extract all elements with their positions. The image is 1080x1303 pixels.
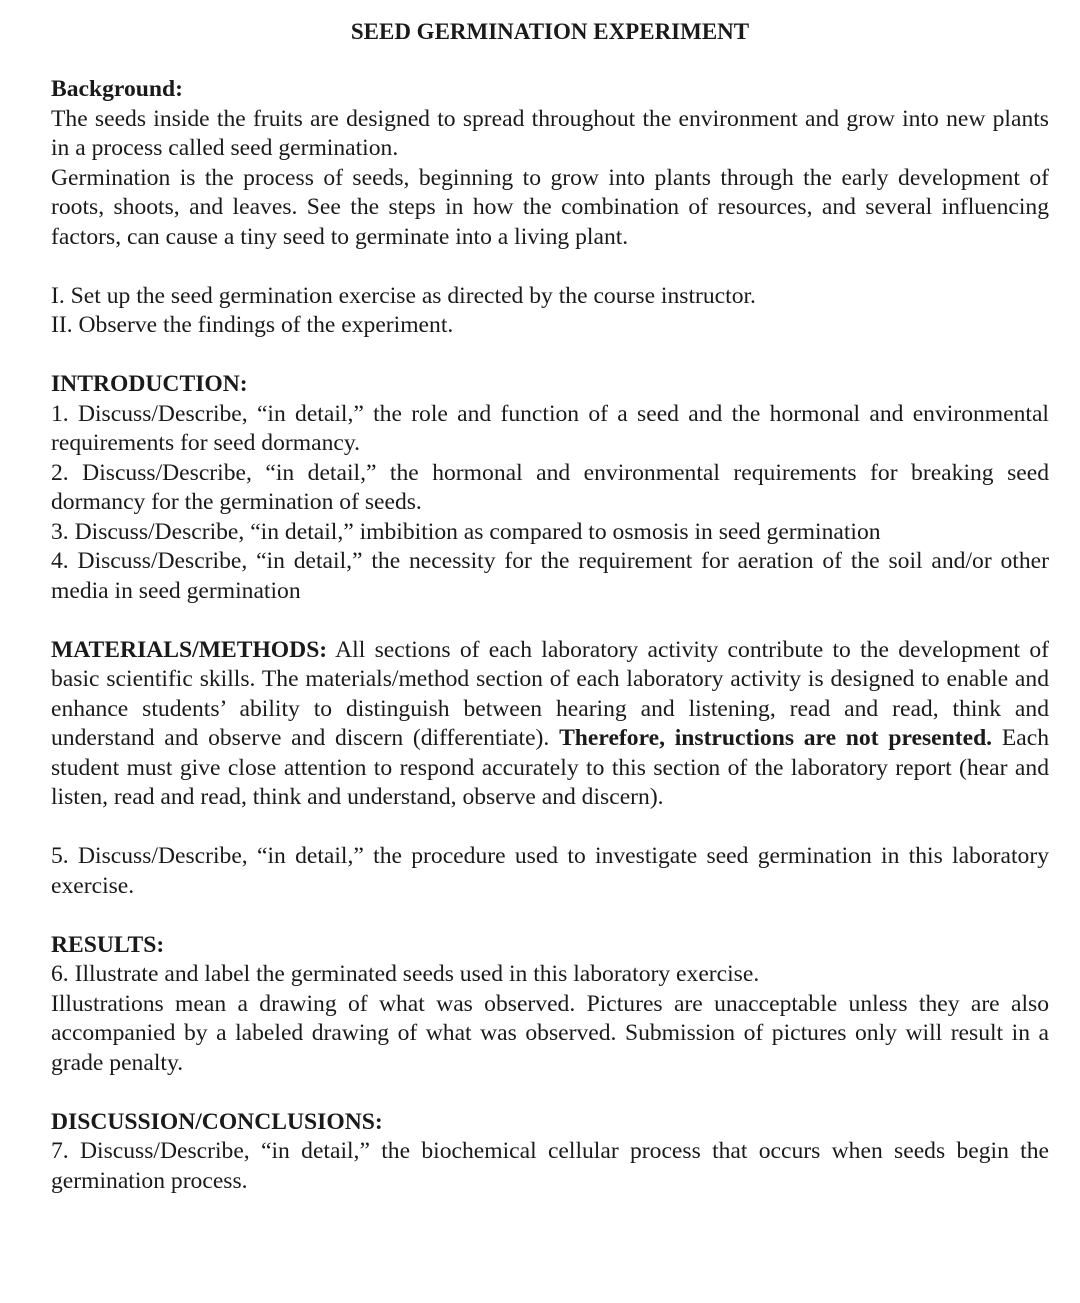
question-item: 4. Discuss/Describe, “in detail,” the necessity for the requirement for aeration of the soil and/or other media in seed germination <box>51 548 1049 604</box>
results-section <box>51 931 1049 1079</box>
discussion-section <box>51 1108 1049 1197</box>
background-heading: Background: <box>51 76 183 102</box>
spacer <box>51 606 1049 636</box>
spacer <box>51 901 1049 931</box>
spacer <box>51 341 1049 371</box>
discussion-heading: DISCUSSION/CONCLUSIONS: <box>51 1108 383 1135</box>
background-paragraph: Germination is the process of seeds, beginning to grow into plants through the early development of roots, shoots, and leaves. See the steps in how the combination of resources, and several influencing factors, can cause a tiny seed to germinate into a living plant. <box>51 164 1049 250</box>
materials-methods-text: Each student must give close attention to respond accurately to this section of the laboratory report (hear and listen, read and read, think and understand, observe and discern). <box>51 725 1049 810</box>
task-item: I. Set up the seed germination exercise as directed by the course instructor. <box>51 282 756 309</box>
question-item: 6. Illustrate and label the germinated seeds used in this laboratory exercise. <box>51 961 760 987</box>
background-paragraph: The seeds inside the fruits are designed to spread throughout the environment and grow into new plants in a process called seed germination. <box>51 105 1049 161</box>
spacer <box>51 1078 1049 1108</box>
materials-methods-text: All sections of each laboratory activity contribute to the development of basic scientific skills. The materials/method section of each laboratory activity is designed to enable and enhance students’ ability to distinguish between hearing and listening, read and read, think and understand and observe and discern (differentiate). <box>51 636 1049 751</box>
document-title: SEED GERMINATION EXPERIMENT <box>350 19 750 44</box>
question-item: 5. Discuss/Describe, “in detail,” the procedure used to investigate seed germination in this laboratory exercise. <box>51 843 1049 899</box>
task-item: II. Observe the findings of the experiment. <box>51 312 454 338</box>
introduction-section <box>51 370 1049 606</box>
spacer <box>51 813 1049 843</box>
question-item: 7. Discuss/Describe, “in detail,” the biochemical cellular process that occurs when seeds begin the germination process. <box>51 1138 1049 1194</box>
results-note: Illustrations mean a drawing of what was observed. Pictures are unacceptable unless they are also accompanied by a labeled drawing of what was observed. Submission of pictures only will result in a grade penalty. <box>51 990 1049 1076</box>
question-item: 3. Discuss/Describe, “in detail,” imbibition as compared to osmosis in seed germination <box>51 518 881 545</box>
materials-methods-paragraph <box>51 636 1049 813</box>
background-section <box>51 75 1049 252</box>
materials-methods-section <box>51 636 1049 902</box>
document-page <box>51 17 1049 1196</box>
materials-methods-emphasis: Therefore, instructions are not presented. <box>559 725 993 751</box>
question-item: 1. Discuss/Describe, “in detail,” the role and function of a seed and the hormonal and environmental requirements for seed dormancy. <box>51 400 1049 456</box>
question-item: 2. Discuss/Describe, “in detail,” the hormonal and environmental requirements for breaking seed dormancy for the germination of seeds. <box>51 459 1049 515</box>
tasks-section <box>51 282 1049 341</box>
introduction-heading: INTRODUCTION: <box>51 371 248 397</box>
materials-methods-heading: MATERIALS/METHODS: <box>51 636 328 663</box>
spacer <box>51 252 1049 282</box>
results-heading: RESULTS: <box>51 931 165 958</box>
